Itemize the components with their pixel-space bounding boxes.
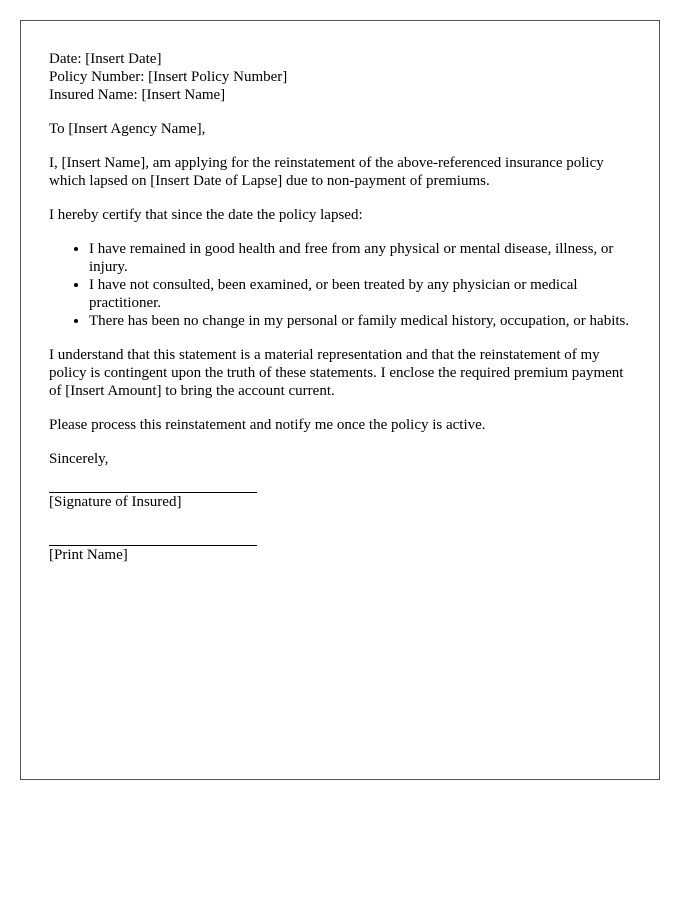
certification-item: • I have remained in good health and free from any physical or mental disease, illness, or injury. [89, 240, 631, 276]
salutation: To [Insert Agency Name], [49, 121, 206, 137]
certification-item: • There has been no change in my personal or family medical history, occupation, or habits. [89, 312, 631, 330]
signature-label: [Signature of Insured] [49, 494, 182, 510]
letter-page [20, 20, 660, 780]
signature-block [49, 492, 631, 564]
closing: Sincerely, [49, 451, 109, 467]
certification-list [49, 240, 631, 330]
intro-paragraph: I, [Insert Name], am applying for the reinstatement of the above-referenced insurance policy which lapsed on [Insert Date of Lapse] due to non-payment of premiums. [49, 155, 604, 189]
insured-name-line: Insured Name: [Insert Name] [49, 87, 226, 103]
certification-item: • I have not consulted, been examined, or been treated by any physician or medical practitioner. [89, 276, 631, 312]
print-name-label: [Print Name] [49, 547, 128, 563]
date-line: Date: [Insert Date] [49, 51, 162, 67]
certify-intro: I hereby certify that since the date the policy lapsed: [49, 207, 363, 223]
policy-number-line: Policy Number: [Insert Policy Number] [49, 69, 288, 85]
understanding-paragraph: I understand that this statement is a material representation and that the reinstatement of my policy is contingent upon the truth of these statements. I enclose the required premium payment of [Insert Amount] to bring the account current. [49, 347, 624, 399]
request-paragraph: Please process this reinstatement and notify me once the policy is active. [49, 417, 486, 433]
